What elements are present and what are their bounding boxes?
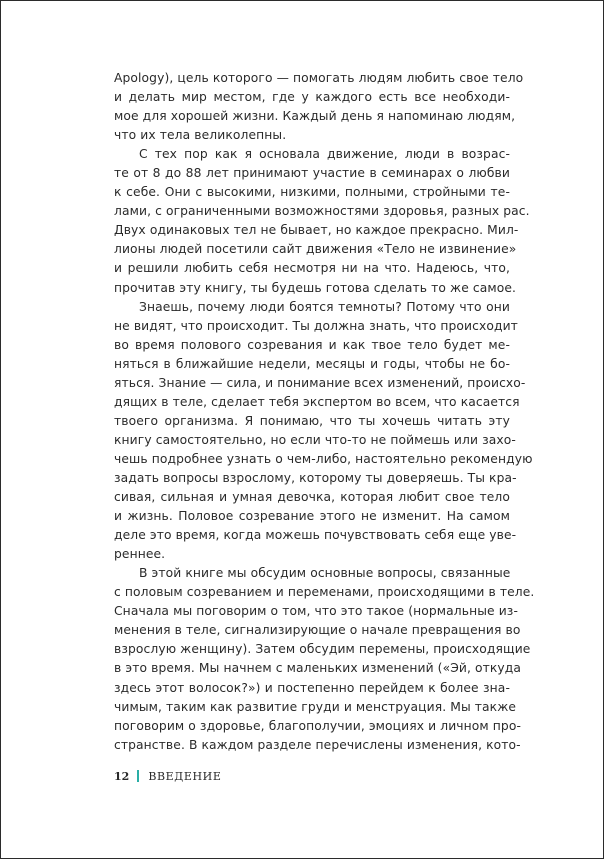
text-line: Знаешь, почему люди боятся темноты? Потому что они xyxy=(139,299,510,314)
text-line: прочитав эту книгу, ты будешь готова сделать то же самое. xyxy=(114,280,517,295)
text-line: во время полового созревания и как твое тело будет ме- xyxy=(114,337,510,352)
page-number: 12 xyxy=(114,769,130,783)
text-line: к себе. Они с высокими, низкими, полными, стройными те- xyxy=(114,185,510,200)
text-line: в это время. Мы начнем с маленьких изменений («Эй, откуда xyxy=(114,661,522,676)
text-line: и делать мир местом, где у каждого есть все необходи- xyxy=(114,90,510,105)
text-line: В этой книге мы обсудим основные вопросы, связанные xyxy=(139,566,511,581)
text-line: реннее. xyxy=(114,547,166,562)
text-line: дящих в теле, сделает тебя экспертом во всем, что касается xyxy=(114,394,520,409)
text-line: книгу самостоятельно, но если что-то не поймешь или захо- xyxy=(114,432,516,447)
text-line: С тех пор как я основала движение, люди в возрас- xyxy=(139,147,510,162)
text-line: лионы людей посетили сайт движения «Тело не извинение» xyxy=(114,242,517,257)
text-line: не видят, что происходит. Ты должна знать, что происходит xyxy=(114,318,518,333)
text-line: что их тела великолепны. xyxy=(114,128,287,143)
text-line: менения в теле, сигнализирующие о начале превращения во xyxy=(114,623,521,638)
text-line: деле это время, когда можешь почувствовать себя еще уве- xyxy=(114,528,517,543)
text-line: яться. Знание — сила, и понимание всех изменений, происхо- xyxy=(114,375,526,390)
text-line: задать вопросы взрослому, которому ты доверяешь. Ты кра- xyxy=(114,470,517,485)
text-line: взрослую женщину). Затем обсудим перемены, происходящие xyxy=(114,642,531,657)
text-line: лами, с ограниченными возможностями здоровья, разных рас. xyxy=(114,204,530,219)
text-line: те от 8 до 88 лет принимают участие в семинарах о любви xyxy=(114,166,510,181)
text-line: сивая, сильная и умная девочка, которая любит свое тело xyxy=(114,490,510,505)
footer-divider xyxy=(137,770,139,782)
text-line: няться в ближайшие недели, месяцы и годы, чтобы не бо- xyxy=(114,356,510,371)
text-line: странстве. В каждом разделе перечислены изменения, кото- xyxy=(114,737,521,752)
text-line: Сначала мы поговорим о том, что это такое (нормальные из- xyxy=(114,604,518,619)
text-line: и жизнь. Половое созревание этого не изменит. На самом xyxy=(114,509,510,524)
text-line: мое для хорошей жизни. Каждый день я напоминаю людям, xyxy=(114,109,516,124)
body-text xyxy=(114,69,535,755)
text-line: и решили любить себя несмотря ни на что. Надеюсь, что, xyxy=(114,261,510,276)
text-line: поговорим о здоровье, благополучии, эмоциях и личном про- xyxy=(114,718,521,733)
page-footer xyxy=(114,767,222,785)
text-line: Apology), цель которого — помогать людям любить свое тело xyxy=(114,71,524,85)
text-line: твоего организма. Я понимаю, что ты хочешь читать эту xyxy=(114,413,510,428)
text-line: с половым созреванием и переменами, происходящими в теле. xyxy=(114,585,535,600)
section-title: ВВЕДЕНИЕ xyxy=(148,769,222,783)
text-line: чешь подробнее узнать о чем-либо, настоятельно рекомендую xyxy=(114,451,533,466)
text-line: чимым, таким как развитие груди и менструация. Мы также xyxy=(114,699,517,714)
text-line: Двух одинаковых тел не бывает, но каждое прекрасно. Мил- xyxy=(114,223,519,238)
text-line: здесь этот волосок?») и постепенно перейдем к более зна- xyxy=(114,680,510,695)
